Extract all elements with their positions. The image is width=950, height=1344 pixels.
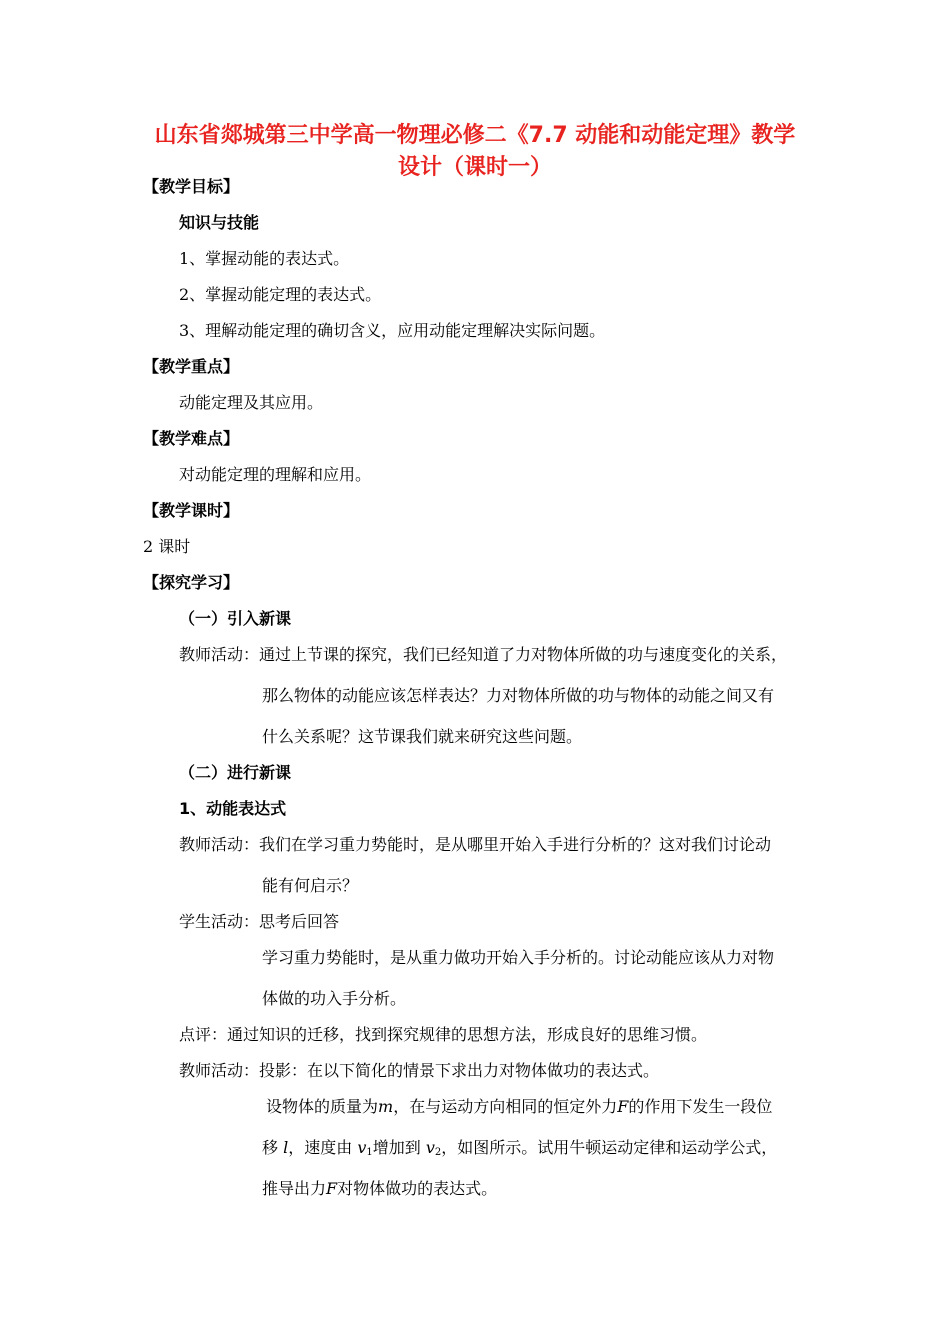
text-run: 移 [262,1138,279,1157]
symbol-mass: m [378,1097,394,1116]
paragraph-line: 通过上节课的探究，我们已经知道了力对物体所做的功与速度变化的关系， [259,645,788,664]
objective-item: 3、理解动能定理的确切含义，应用动能定理解决实际问题。 [179,321,606,340]
subscript: 1 [366,1147,373,1158]
paragraph-line: 我们在学习重力势能时，是从哪里开始入手进行分析的？这对我们讨论动 [259,835,772,854]
paragraph-line: 学习重力势能时，是从重力做功开始入手分析的。讨论动能应该从力对物 [262,948,775,967]
subscript: 2 [434,1147,442,1158]
student-activity-label: 学生活动： [179,912,260,931]
subheading-intro: （一）引入新课 [179,609,292,628]
symbol-v1: v [357,1138,367,1157]
subheading-new-lesson: （二）进行新课 [179,763,292,782]
symbol-force: F [326,1179,338,1198]
heading-periods: 【教学课时】 [143,501,240,520]
text-run: 的作用下发生一段位 [628,1097,773,1116]
title-line-2: 设计（课时一） [397,155,552,180]
teacher-activity-label: 教师活动： [179,835,260,854]
symbol-v2: v [425,1138,435,1157]
symbol-force: F [617,1097,629,1116]
document-title [120,120,830,184]
setup-line-1 [266,1097,772,1117]
paragraph-line: 体做的功入手分析。 [262,989,407,1008]
teacher-activity-2 [179,1061,659,1081]
heading-objectives: 【教学目标】 [143,177,240,196]
setup-line-3 [262,1179,497,1199]
key-points-text: 动能定理及其应用。 [179,393,324,412]
paragraph-line: 投影：在以下简化的情景下求出力对物体做功的表达式。 [259,1061,660,1080]
subheading-knowledge-skills: 知识与技能 [179,213,260,232]
paragraph-line: 能有何启示？ [262,876,359,895]
objective-item: 2、掌握动能定理的表达式。 [179,285,382,304]
teacher-activity-intro [179,645,787,665]
teacher-activity-1 [179,835,771,855]
setup-line-2 [262,1138,777,1158]
heading-difficulties: 【教学难点】 [143,429,240,448]
paragraph-line: 思考后回答 [259,912,340,931]
text-run: 推导出力 [262,1179,327,1198]
difficulties-text: 对动能定理的理解和应用。 [179,465,372,484]
heading-key-points: 【教学重点】 [143,357,240,376]
text-run: ，如图所示。试用牛顿运动定律和运动学公式， [441,1138,778,1157]
text-run: 设物体的质量为 [266,1097,379,1116]
text-run: 增加到 [372,1138,421,1157]
student-activity [179,912,339,932]
title-line-1: 山东省郯城第三中学高一物理必修二《7.7 动能和动能定理》教学 [154,123,796,148]
section-kinetic-energy-expression: 1、动能表达式 [179,799,287,818]
text-run: ，在与运动方向相同的恒定外力 [393,1097,618,1116]
paragraph-line: 什么关系呢？这节课我们就来研究这些问题。 [262,727,583,746]
text-run: 对物体做功的表达式。 [337,1179,498,1198]
objective-item: 1、掌握动能的表达式。 [179,249,350,268]
periods-text: 2 课时 [143,537,191,556]
teacher-activity-label: 教师活动： [179,1061,260,1080]
paragraph-line: 那么物体的动能应该怎样表达？力对物体所做的功与物体的动能之间又有 [262,686,775,705]
teacher-activity-label: 教师活动： [179,645,260,664]
symbol-displacement: l [283,1138,289,1157]
comment-line: 点评：通过知识的迁移，找到探究规律的思想方法，形成良好的思维习惯。 [179,1025,708,1044]
heading-inquiry: 【探究学习】 [143,573,240,592]
text-run: ，速度由 [288,1138,353,1157]
